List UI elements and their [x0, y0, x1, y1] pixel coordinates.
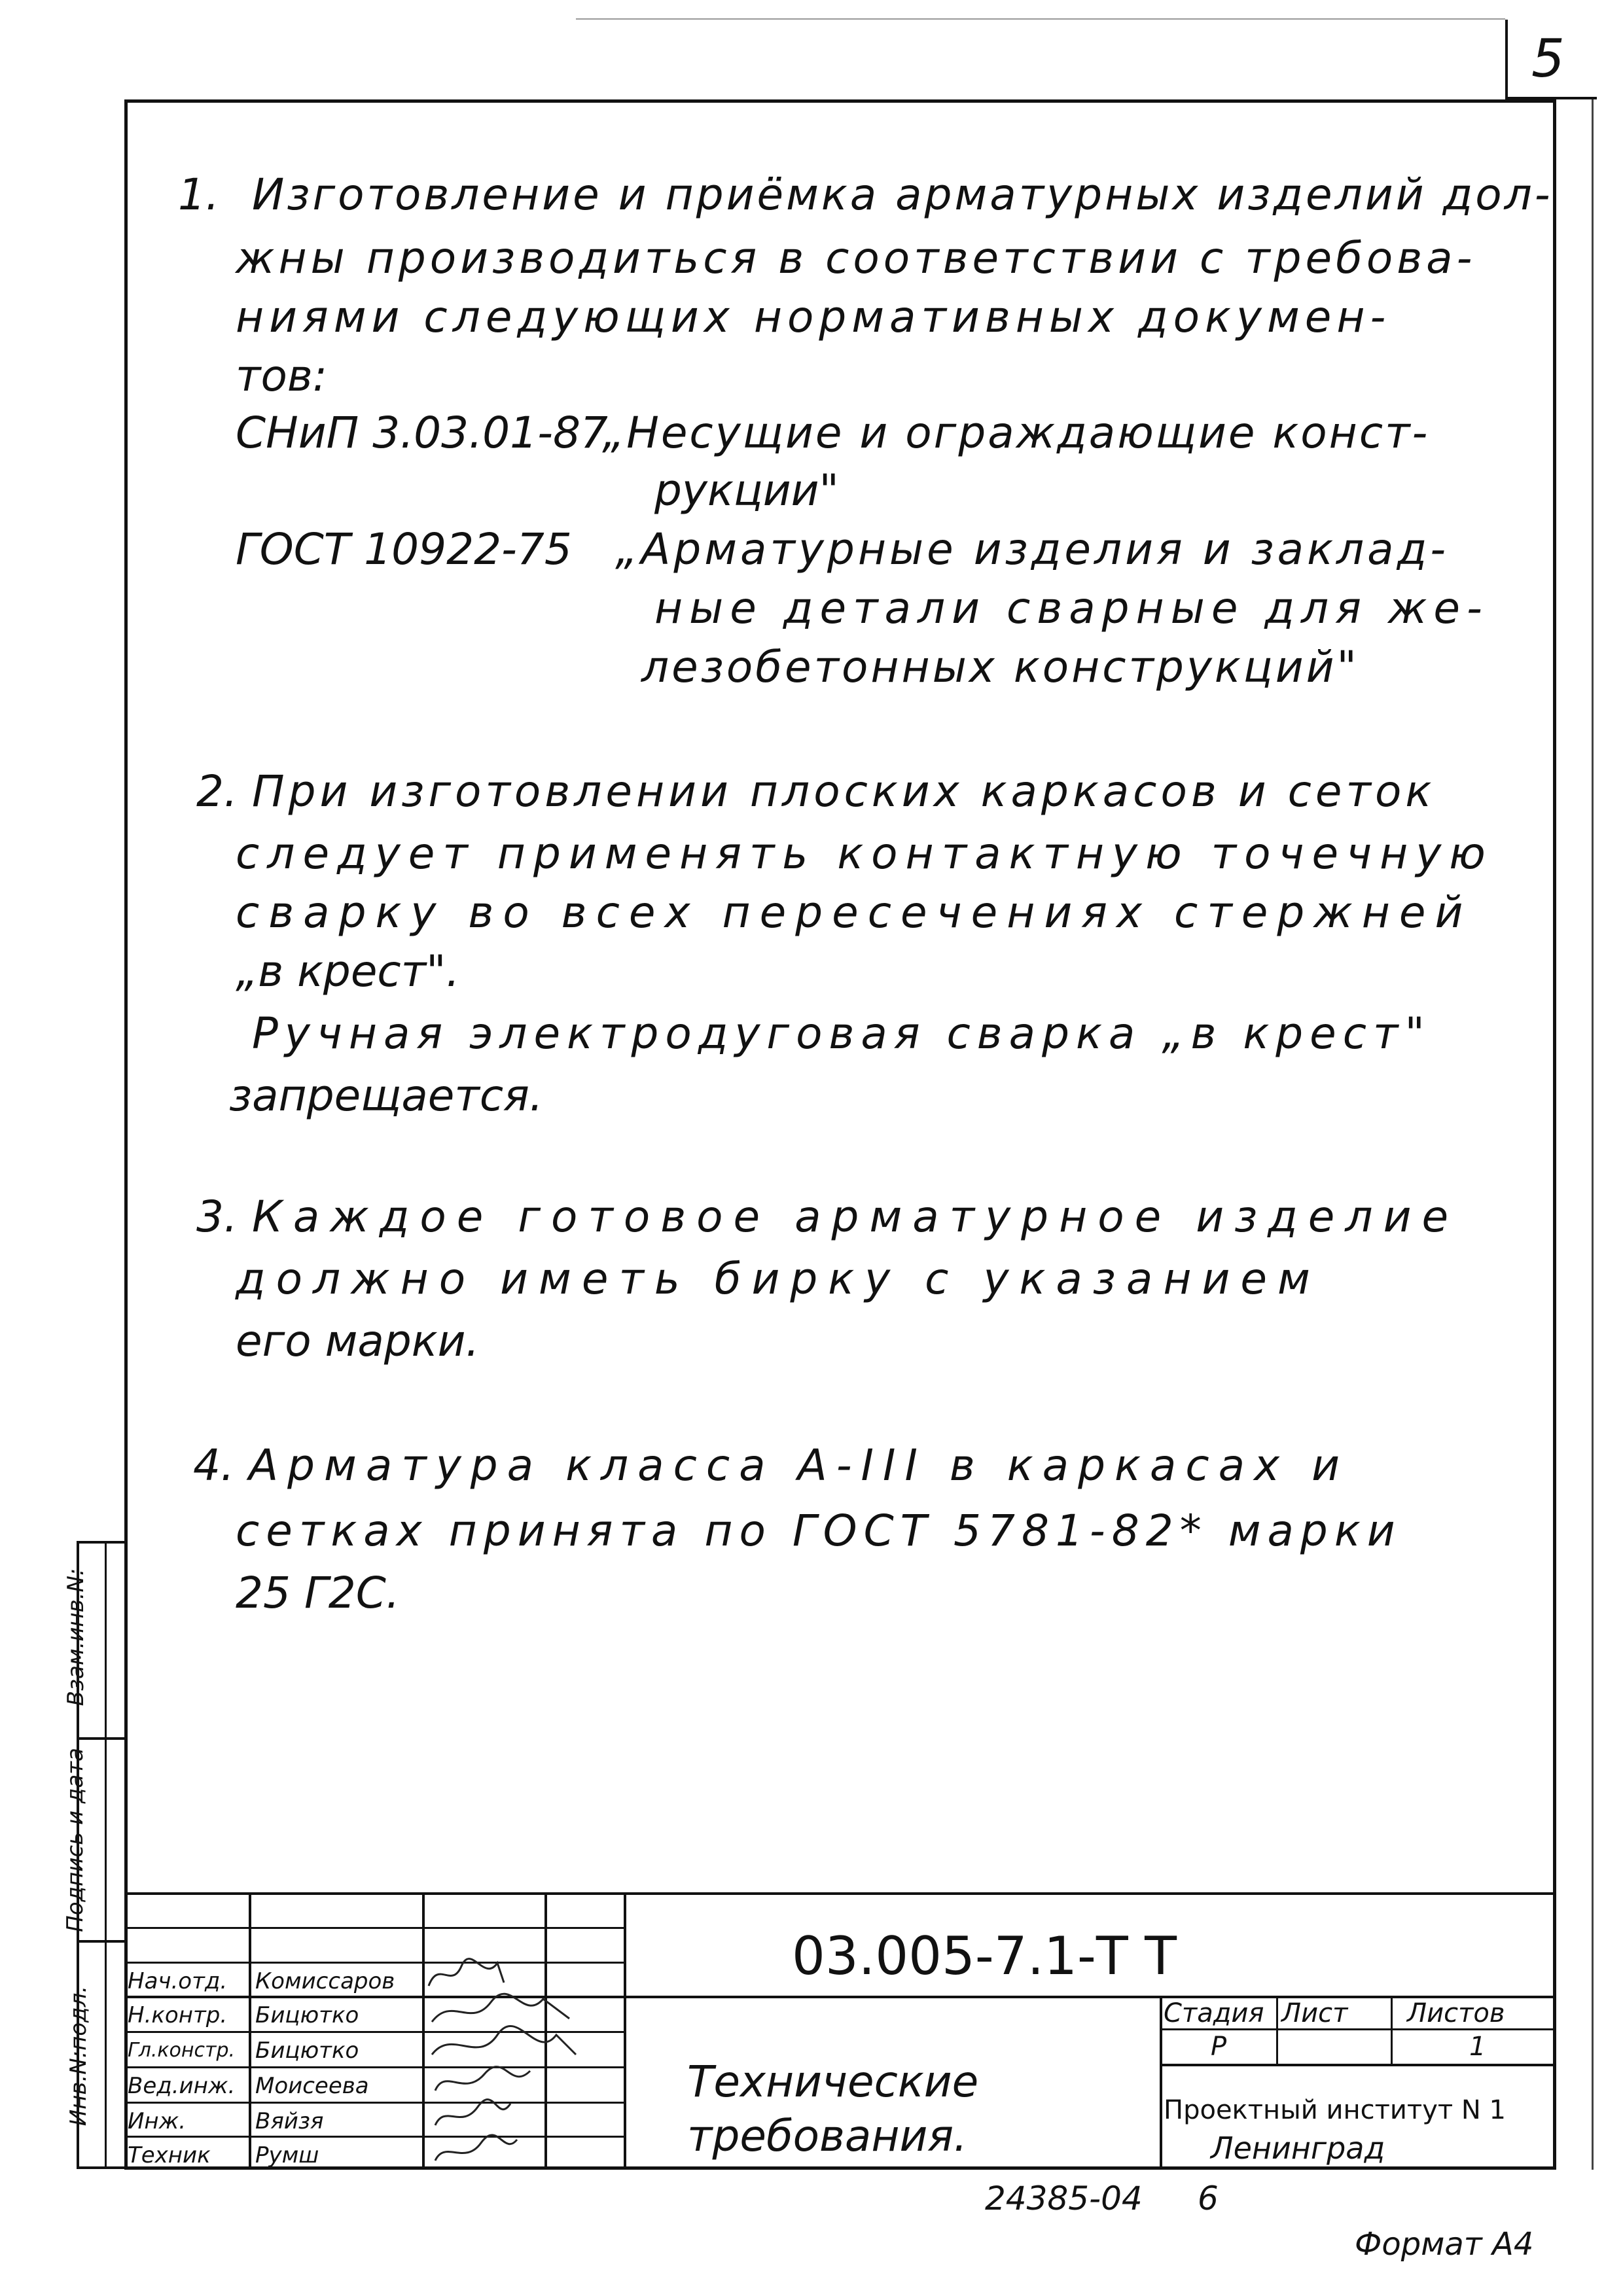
doc2-title-line2: ные детали сварные для же- [654, 583, 1489, 633]
item4-number: 4. [193, 1440, 234, 1491]
signature-6 [435, 2135, 517, 2161]
name-row-6: Румш [255, 2142, 319, 2168]
item2-line2: следует применять контактную точечную [236, 828, 1493, 879]
name-row-1: Комиссаров [255, 1968, 395, 1994]
item4-line2: сетках принята по ГОСТ 5781-82* марки [236, 1506, 1402, 1556]
org-name-line2: Ленинград [1211, 2130, 1385, 2166]
signature-1 [429, 1959, 504, 1986]
name-row-2: Бицютко [255, 2002, 359, 2028]
item2-line1: При изготовлении плоских каркасов и сеток [252, 766, 1436, 817]
item1-line3: ниями следующих нормативных докумен- [236, 292, 1391, 342]
item2-line5: Ручная электродуговая сварка „в крест" [252, 1008, 1431, 1059]
item3-line3: его марки. [236, 1316, 480, 1366]
item1-line2: жны производиться в соответствии с требова- [236, 233, 1476, 283]
doc2-title-line1: „Арматурные изделия и заклад- [615, 524, 1450, 574]
role-row-2: Н.контр. [128, 2002, 228, 2028]
side-podpis-data: Подпись и дата [62, 1748, 88, 1932]
name-row-5: Вяйзя [255, 2108, 324, 2134]
item2-line6: запрещается. [229, 1070, 543, 1121]
item1-number: 1. [178, 169, 219, 220]
document-designation: 03.005-7.1-Т Т [792, 1926, 1177, 1987]
role-row-1: Нач.отд. [128, 1968, 228, 1994]
name-row-3: Бицютко [255, 2038, 359, 2064]
side-stamp-inner-line [105, 1541, 107, 2169]
signature-4 [435, 2067, 530, 2091]
archive-number: 24385-04 [985, 2180, 1143, 2217]
sheet-number: 5 [1531, 28, 1565, 89]
tb-right-row-2 [1160, 2064, 1556, 2066]
org-name-line1: Проектный институт N 1 [1164, 2095, 1506, 2125]
paper-format: Формат А4 [1355, 2226, 1534, 2263]
stage-value: Р [1211, 2032, 1227, 2062]
item4-line1: Арматура класса А-III в каркасах и [249, 1440, 1349, 1491]
name-row-4: Моисеева [255, 2073, 369, 2099]
archive-page: 6 [1198, 2180, 1219, 2217]
role-row-3: Гл.констр. [128, 2039, 236, 2062]
item3-line2: должно иметь бирку с указанием [236, 1254, 1321, 1304]
item3-line1: Каждое готовое арматурное изделие [252, 1192, 1459, 1242]
sheets-header: Листов [1407, 1998, 1505, 2028]
doc1-title-line1: „Несущие и ограждающие конст- [602, 408, 1430, 458]
tb-vline-right [1160, 1996, 1162, 2170]
doc2-title-line3: лезобетонных конструкций" [641, 642, 1359, 692]
doc-title-line2: требования. [687, 2111, 968, 2161]
item3-number: 3. [196, 1192, 238, 1242]
tb-row-line-1 [124, 1927, 625, 1929]
right-margin-line [1592, 99, 1594, 2170]
item2-line4: „в крест". [236, 946, 460, 997]
item2-line3: сварку во всех пересечениях стержней [236, 887, 1472, 938]
item1-line1: Изготовление и приёмка арматурных изделий дол- [252, 169, 1553, 220]
doc2-code: ГОСТ 10922-75 [236, 524, 572, 574]
signature-2 [432, 1994, 569, 2022]
item4-line3: 25 Г2С. [236, 1568, 400, 1618]
role-row-6: Техник [128, 2142, 211, 2168]
side-vzam-inv: Взам.инв.N: [63, 1568, 89, 1706]
role-row-4: Вед.инж. [128, 2073, 236, 2099]
doc-title-line1: Технические [687, 2057, 979, 2107]
item1-line4: тов: [236, 351, 327, 401]
item2-number: 2. [196, 766, 238, 817]
title-block-top [124, 1892, 1556, 1895]
sheet-header: Лист [1281, 1998, 1348, 2028]
doc1-title-line2: рукции" [654, 465, 839, 516]
top-rule [576, 18, 1505, 20]
tb-right-row-1 [1160, 2028, 1556, 2030]
doc1-code: СНиП 3.03.01-87 [236, 408, 608, 458]
sheets-value: 1 [1469, 2032, 1486, 2062]
stage-header: Стадия [1164, 1998, 1264, 2028]
signatures [425, 1956, 622, 2170]
role-row-5: Инж. [128, 2108, 187, 2134]
side-inv-podl: Инв.N:подл. [65, 1985, 92, 2127]
signature-5 [435, 2100, 510, 2125]
signature-3 [432, 2026, 576, 2055]
